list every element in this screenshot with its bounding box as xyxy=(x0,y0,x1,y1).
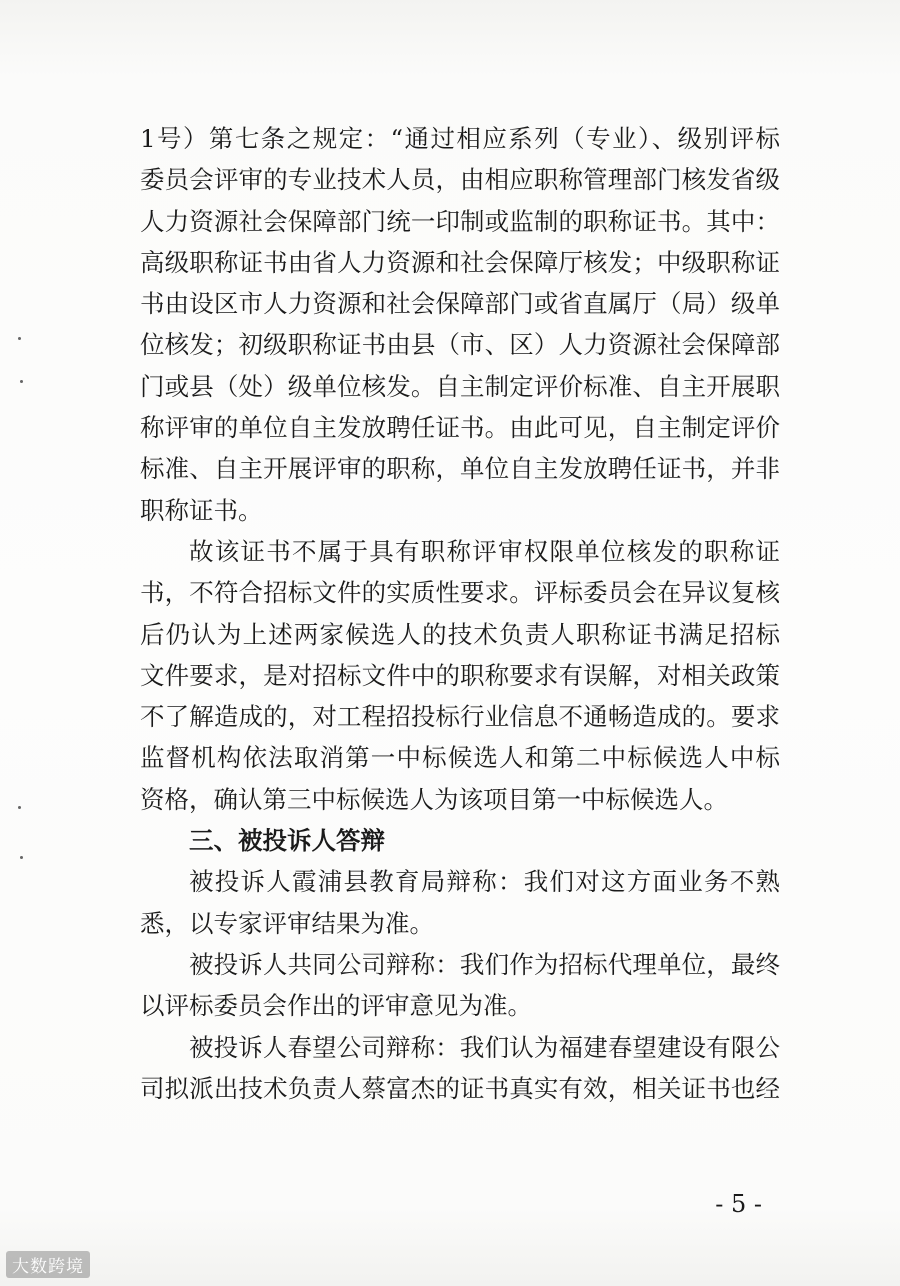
text-line: 以评标委员会作出的评审意见为准。 xyxy=(140,991,532,1021)
paragraph-first-line: 故该证书不属于具有职称评审权限单位核发的职称证 xyxy=(189,536,780,566)
text-line: 标准、自主开展评审的职称，单位自主发放聘任证书，并非 xyxy=(140,454,780,484)
watermark-logo: 大数跨境 xyxy=(6,1251,90,1278)
text-line: 1号）第七条之规定：“通过相应系列（专业）、级别评标 xyxy=(140,124,780,153)
text-line: 悉，以专家评审结果为准。 xyxy=(140,908,434,938)
page-number: - 5 - xyxy=(715,1190,762,1218)
text-line: 委员会评审的专业技术人员，由相应职称管理部门核发省级 xyxy=(140,165,780,195)
text-line: 职称证书。 xyxy=(140,495,263,525)
text-line: 位核发；初级职称证书由县（市、区）人力资源社会保障部 xyxy=(140,330,780,360)
margin-mark xyxy=(20,380,23,383)
text-line: 资格，确认第三中标候选人为该项目第一中标候选人。 xyxy=(140,784,728,814)
text-line: 司拟派出技术负责人蔡富杰的证书真实有效，相关证书也经 xyxy=(140,1073,780,1103)
text-line: 高级职称证书由省人力资源和社会保障厅核发；中级职称证 xyxy=(140,247,780,277)
text-line: 文件要求，是对招标文件中的职称要求有误解，对相关政策 xyxy=(140,660,780,690)
paragraph-first-line: 被投诉人春望公司辩称：我们认为福建春望建设有限公 xyxy=(189,1032,780,1062)
text-line: 称评审的单位自主发放聘任证书。由此可见，自主制定评价 xyxy=(140,413,780,443)
margin-mark xyxy=(20,856,23,859)
text-line: 后仍认为上述两家候选人的技术负责人职称证书满足招标 xyxy=(140,619,780,649)
document-body xyxy=(140,118,780,1109)
text-line: 门或县（处）级单位核发。自主制定评价标准、自主开展职 xyxy=(140,371,780,401)
text-line: 人力资源社会保障部门统一印制或监制的职称证书。其中： xyxy=(140,206,780,236)
margin-mark xyxy=(18,806,21,809)
text-line: 书，不符合招标文件的实质性要求。评标委员会在异议复核 xyxy=(140,578,780,608)
text-line: 监督机构依法取消第一中标候选人和第二中标候选人中标 xyxy=(140,743,780,773)
text-line: 不了解造成的，对工程招投标行业信息不通畅造成的。要求 xyxy=(140,702,780,732)
margin-mark xyxy=(18,337,21,340)
paragraph-first-line: 被投诉人霞浦县教育局辩称：我们对这方面业务不熟 xyxy=(189,867,780,897)
text-line: 书由设区市人力资源和社会保障部门或省直属厅（局）级单 xyxy=(140,289,780,319)
paragraph-first-line: 被投诉人共同公司辩称：我们作为招标代理单位，最终 xyxy=(189,949,780,979)
section-heading: 三、被投诉人答辩 xyxy=(189,826,385,856)
